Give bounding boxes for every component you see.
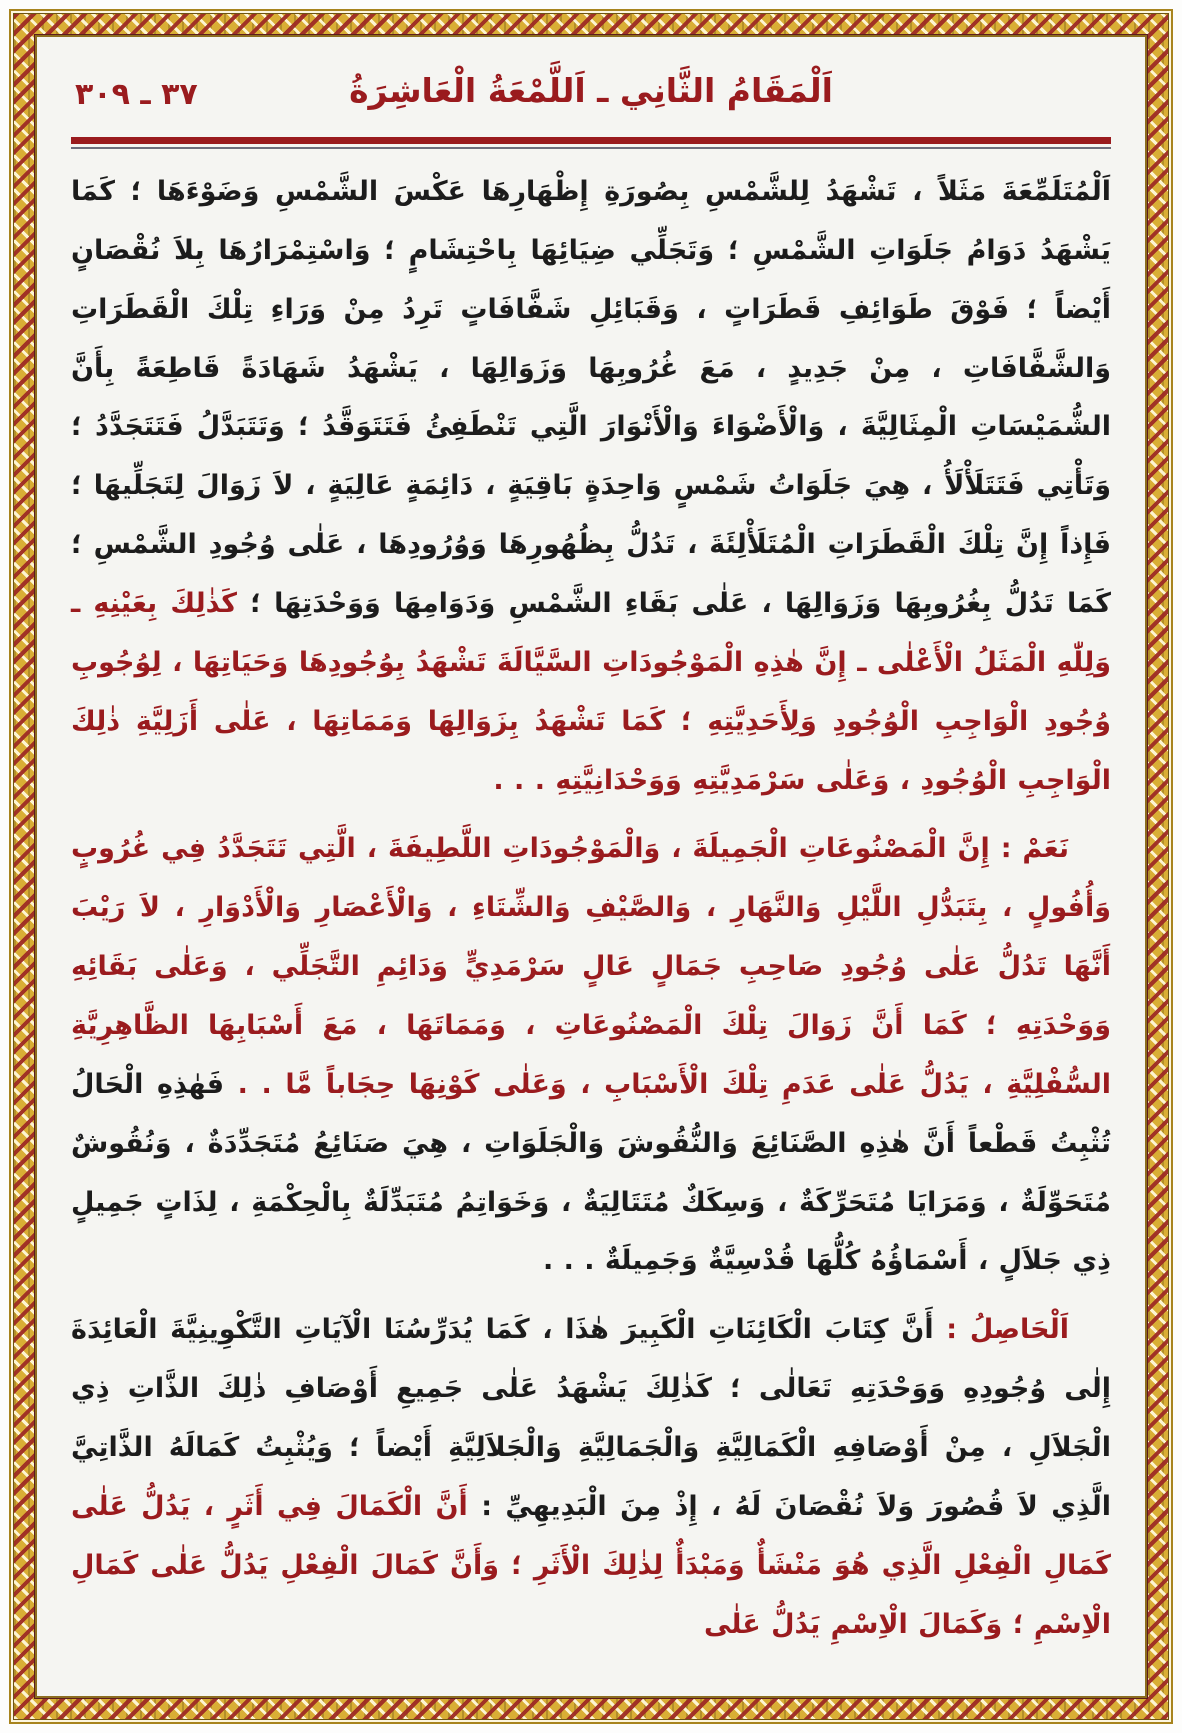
header-divider-thin <box>71 147 1111 149</box>
text-segment-black: أَنَّ كِتَابَ الْكَائِنَاتِ الْكَبِيرَ هٰذَا ، كَمَا يُدَرِّسُنَا الْآيَاتِ التَّكْوِينِيَّةَ الْعَائِدَةَ إِلٰى وُجُودِهِ وَوَحْدَتِهِ تَعَالٰى ؛ كَذٰلِكَ يَشْهَدُ عَلٰى جَمِيعِ أَوْصَافِ ذٰلِكَ الذَّاتِ ذِي الْجَلاَلِ ، مِنْ أَوْصَافِهِ الْكَمَالِيَّةِ وَالْجَمَالِيَّةِ وَالْجَلاَلِيَّةِ أَيْضاً ؛ وَيُثْبِتُ كَمَالَهُ الذَّاتِيَّ الَّذِي لاَ قُصُورَ وَلاَ نُقْصَانَ لَهُ ، إِذْ مِنَ الْبَدِيهِيِّ : <box>71 1314 1111 1522</box>
page-number: ٣٧ ـ ٣٠٩ <box>75 77 198 112</box>
text-segment-red: اَلْحَاصِلُ : <box>933 1314 1069 1346</box>
page-title: اَلْمَقَامُ الثَّانِي ـ اَللَّمْعَةُ الْعَاشِرَةُ <box>349 71 833 110</box>
text-segment-black: اَلْمُتَلَمِّعَةَ مَثَلاً ، تَشْهَدُ لِلشَّمْسِ بِصُورَةِ إِظْهَارِهَا عَكْسَ الشَّمْسِ وَضَوْءَهَا ؛ كَمَا يَشْهَدُ دَوَامُ جَلَوَاتِ الشَّمْسِ ؛ وَتَجَلِّي ضِيَائِهَا بِاحْتِشَامٍ ؛ وَاسْتِمْرَارُهَا بِلاَ نُقْصَانٍ أَيْضاً ؛ فَوْقَ طَوَائِفِ قَطَرَاتٍ ، وَقَبَائِلِ شَفَّافَاتٍ تَرِدُ مِنْ وَرَاءِ تِلْكَ الْقَطَرَاتِ وَالشَّفَّافَاتِ ، مِنْ جَدِيدٍ ، مَعَ غُرُوبِهَا وَزَوَالِهَا ، يَشْهَدُ شَهَادَةً قَاطِعَةً بِأَنَّ الشُّمَيْسَاتِ الْمِثَالِيَّةَ ، وَالْأَضْوَاءَ وَالْأَنْوَارَ الَّتِي تَنْطَفِئُ فَتَتَوَقَّدُ ؛ وَتَتَبَدَّلُ فَتَتَجَدَّدُ ؛ وَتَأْتِي فَتَتَلَأْلَأُ ، هِيَ جَلَوَاتُ شَمْسٍ وَاحِدَةٍ بَاقِيَةٍ ، دَائِمَةٍ عَالِيَةٍ ، لاَ زَوَالَ لِتَجَلِّيهَا ؛ فَإِذاً إِنَّ تِلْكَ الْقَطَرَاتِ الْمُتَلَأْلِئَةَ ، تَدُلُّ بِظُهُورِهَا وَوُرُودِهَا ، عَلٰى وُجُودِ الشَّمْسِ ؛ كَمَا تَدُلُّ بِغُرُوبِهَا وَزَوَالِهَا ، عَلٰى بَقَاءِ الشَّمْسِ وَدَوَامِهَا وَوَحْدَتِهَا ؛ <box>71 176 1111 620</box>
text-segment-black: فَهٰذِهِ الْحَالُ تُثْبِتُ قَطْعاً أَنَّ هٰذِهِ الصَّنَائِعَ وَالنُّقُوشَ وَالْجَلَوَاتِ ، هِيَ صَنَائِعُ مُتَجَدِّدَةٌ ، وَنُقُوشٌ مُتَحَوِّلَةٌ ، وَمَرَايَا مُتَحَرِّكَةٌ ، وَسِكَكٌ مُتَتَالِيَةٌ ، وَخَوَاتِمُ مُتَبَدِّلَةٌ بِالْحِكْمَةِ ، لِذَاتٍ جَمِيلٍ ذِي جَلاَلٍ ، أَسْمَاؤُهُ كُلُّهَا قُدْسِيَّةٌ وَجَمِيلَةٌ . . . <box>71 1068 1111 1277</box>
text-segment-red: كَذٰلِكَ بِعَيْنِهِ ـ وَلِلّٰهِ الْمَثَلُ الْأَعْلٰى ـ إِنَّ هٰذِهِ الْمَوْجُودَاتِ السَّيَّالَةَ تَشْهَدُ بِوُجُودِهَا وَحَيَاتِهَا ، لِوُجُوبِ وُجُودِ الْوَاجِبِ الْوُجُودِ وَلِأَحَدِيَّتِهِ ؛ كَمَا تَشْهَدُ بِزَوَالِهَا وَمَمَاتِهَا ، عَلٰى أَزَلِيَّةِ ذٰلِكَ الْوَاجِبِ الْوُجُودِ ، وَعَلٰى سَرْمَدِيَّتِهِ وَوَحْدَانِيَّتِهِ . . . <box>71 588 1111 796</box>
ornamental-frame-pattern <box>13 13 1169 1720</box>
text-body <box>71 163 1111 1654</box>
text-segment-red: نَعَمْ : إِنَّ الْمَصْنُوعَاتِ الْجَمِيلَةَ ، وَالْمَوْجُودَاتِ اللَّطِيفَةَ ، الَّتِي تَتَجَدَّدُ فِي غُرُوبٍ وَأُفُولٍ ، بِتَبَدُّلِ اللَّيْلِ وَالنَّهَارِ ، وَالصَّيْفِ وَالشِّتَاءِ ، وَالْأَعْصَارِ وَالْأَدْوَارِ ، لاَ رَيْبَ أَنَّهَا تَدُلُّ عَلٰى وُجُودِ صَاحِبِ جَمَالٍ عَالٍ سَرْمَدِيٍّ وَدَائِمِ التَّجَلِّي ، وَعَلٰى بَقَائِهِ وَوَحْدَتِهِ ؛ كَمَا أَنَّ زَوَالَ تِلْكَ الْمَصْنُوعَاتِ ، وَمَمَاتَهَا ، مَعَ أَسْبَابِهَا الظَّاهِرِيَّةِ السُّفْلِيَّةِ ، يَدُلُّ عَلٰى عَدَمِ تِلْكَ الْأَسْبَابِ ، وَعَلٰى كَوْنِهَا حِجَاباً مَّا . . <box>71 833 1111 1100</box>
page-content <box>35 35 1147 1698</box>
paragraph <box>71 163 1111 810</box>
text-segment-red: أَنَّ الْكَمَالَ فِي أَثَرٍ ، يَدُلُّ عَلٰى كَمَالِ الْفِعْلِ الَّذِي هُوَ مَنْشَأٌ وَمَبْدَأٌ لِذٰلِكَ الْأَثَرِ ؛ وَأَنَّ كَمَالَ الْفِعْلِ يَدُلُّ عَلٰى كَمَالِ الْاِسْمِ ؛ وَكَمَالَ الْاِسْمِ يَدُلُّ عَلٰى <box>71 1490 1111 1640</box>
page-header <box>71 63 1111 137</box>
header-divider-thick <box>71 137 1111 144</box>
ornamental-frame-outer <box>9 9 1173 1724</box>
paragraph <box>71 820 1111 1291</box>
paragraph <box>71 1301 1111 1654</box>
